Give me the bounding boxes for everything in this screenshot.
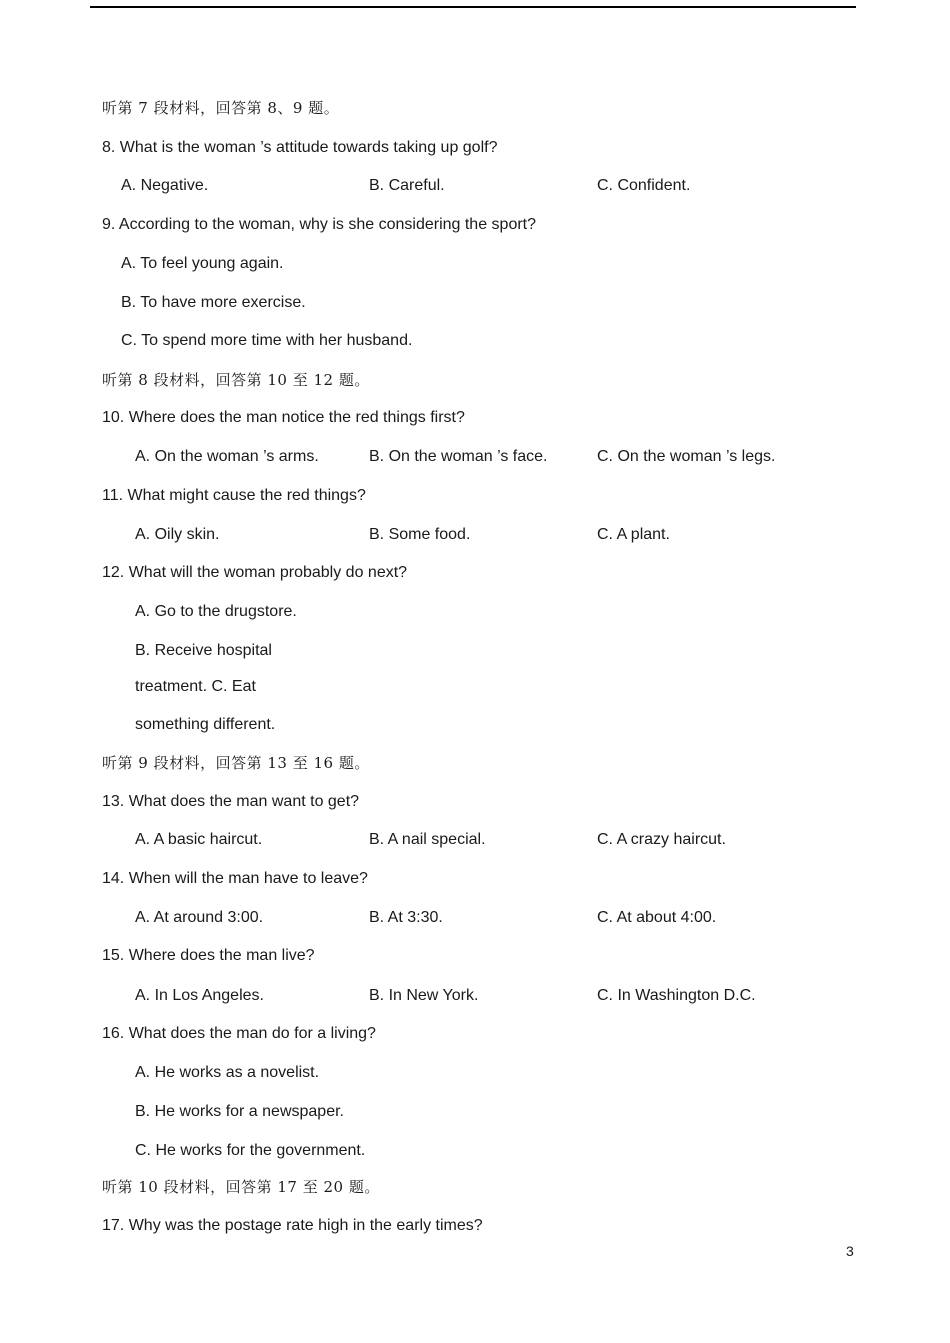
- option: C. A crazy haircut.: [597, 831, 726, 848]
- option: B. A nail special.: [369, 831, 486, 848]
- option: C. On the woman ’s legs.: [597, 448, 776, 465]
- top-rule: [90, 6, 856, 8]
- option: A. At around 3:00.: [135, 909, 264, 926]
- option: A. A basic haircut.: [135, 831, 263, 848]
- section-heading: 听第 8 段材料，回答第 10 至 12 题。: [102, 371, 370, 389]
- option: B. Careful.: [369, 177, 445, 194]
- option: B. At 3:30.: [369, 909, 443, 926]
- option: B. Some food.: [369, 526, 471, 543]
- question: 11. What might cause the red things?: [102, 487, 366, 504]
- option: B. He works for a newspaper.: [135, 1103, 344, 1120]
- option: B. In New York.: [369, 987, 479, 1004]
- question: 13. What does the man want to get?: [102, 793, 360, 810]
- option: C. Confident.: [597, 177, 691, 194]
- question: 8. What is the woman ’s attitude towards taking up golf?: [102, 139, 498, 156]
- question: 9. According to the woman, why is she considering the sport?: [102, 216, 537, 233]
- option: C. He works for the government.: [135, 1142, 366, 1159]
- option: A. In Los Angeles.: [135, 987, 264, 1004]
- option: C. A plant.: [597, 526, 670, 543]
- option: C. At about 4:00.: [597, 909, 717, 926]
- option: A. Negative.: [121, 177, 209, 194]
- section-heading: 听第 7 段材料，回答第 8、9 题。: [102, 99, 340, 117]
- question: 10. Where does the man notice the red things first?: [102, 409, 465, 426]
- option: A. On the woman ’s arms.: [135, 448, 319, 465]
- option: B. To have more exercise.: [121, 294, 306, 311]
- option: A. He works as a novelist.: [135, 1064, 320, 1081]
- section-heading: 听第 10 段材料，回答第 17 至 20 题。: [102, 1178, 380, 1196]
- section-heading: 听第 9 段材料，回答第 13 至 16 题。: [102, 754, 370, 772]
- option: A. Go to the drugstore.: [135, 603, 297, 620]
- option: C. To spend more time with her husband.: [121, 332, 413, 349]
- page-number: 3: [846, 1243, 854, 1259]
- question: 14. When will the man have to leave?: [102, 870, 368, 887]
- question: 16. What does the man do for a living?: [102, 1025, 376, 1042]
- question: 17. Why was the postage rate high in the early times?: [102, 1217, 483, 1234]
- option: A. Oily skin.: [135, 526, 220, 543]
- option: C. In Washington D.C.: [597, 987, 756, 1004]
- option: treatment. C. Eat: [135, 678, 256, 695]
- question: 12. What will the woman probably do next?: [102, 564, 408, 581]
- option: B. On the woman ’s face.: [369, 448, 548, 465]
- option: B. Receive hospital: [135, 642, 272, 659]
- question: 15. Where does the man live?: [102, 947, 315, 964]
- option: something different.: [135, 716, 276, 733]
- option: A. To feel young again.: [121, 255, 284, 272]
